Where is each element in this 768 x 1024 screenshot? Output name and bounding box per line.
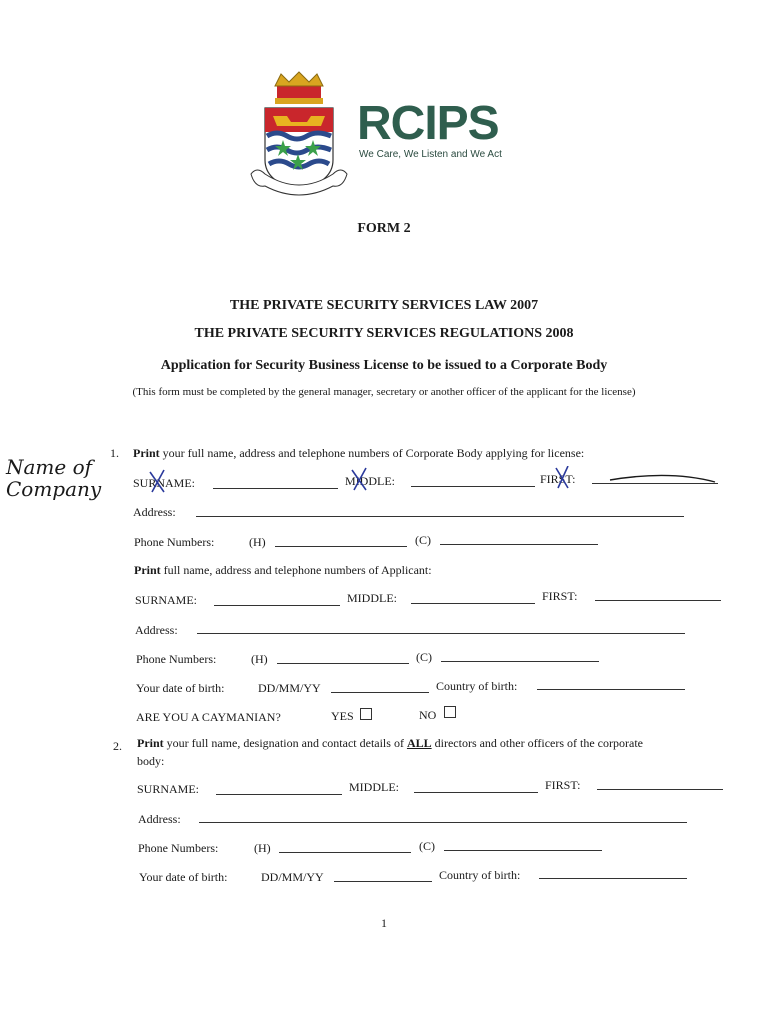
handwritten-note: Name of Company — [6, 455, 102, 501]
applicant-surname-label: SURNAME: — [135, 593, 198, 607]
officer-middle-field[interactable] — [414, 792, 538, 793]
applicant-first-label: FIRST: — [542, 589, 578, 603]
section2-instruction-all: ALL — [406, 736, 432, 750]
applicant-country-field[interactable] — [537, 689, 685, 690]
applicant-address-label: Address: — [135, 623, 178, 637]
section2-instruction-line2: body: — [137, 754, 165, 768]
applicant-instruction-rest: full name, address and telephone numbers of Applicant: — [160, 563, 432, 577]
officer-home-phone-field[interactable] — [279, 852, 411, 853]
applicant-address-field[interactable] — [197, 633, 685, 634]
applicant-middle-label: MIDDLE: — [347, 591, 397, 605]
officer-phone-label: Phone Numbers: — [138, 841, 219, 855]
corp-first-label: FIRST: — [540, 472, 576, 486]
brand-name: RCIPS — [357, 97, 499, 150]
officer-dob-field[interactable] — [334, 881, 432, 882]
applicant-cell-label: (C) — [416, 650, 432, 664]
corp-home-label: (H) — [249, 535, 266, 549]
section2-instruction — [137, 736, 643, 751]
crossout-marks — [140, 466, 740, 496]
section2-instruction-mid: your full name, designation and contact details of — [163, 736, 407, 750]
law-title-1: THE PRIVATE SECURITY SERVICES LAW 2007 — [229, 298, 539, 313]
applicant-dob-format: DD/MM/YY — [258, 681, 321, 695]
corp-home-phone-field[interactable] — [275, 546, 407, 547]
brand-tagline: We Care, We Listen and We Act — [359, 149, 502, 160]
law-title-2: THE PRIVATE SECURITY SERVICES REGULATIONS 2008 — [194, 326, 574, 341]
rcips-crest-logo — [247, 70, 351, 202]
applicant-first-field[interactable] — [595, 600, 721, 601]
corp-cell-label: (C) — [415, 533, 431, 547]
form-title: FORM 2 — [357, 221, 411, 236]
section1-number: 1. — [110, 446, 119, 460]
section2-instruction-end: directors and other officers of the corporate — [431, 736, 643, 750]
officer-address-field[interactable] — [199, 822, 687, 823]
application-title: Application for Security Business License to be issued to a Corporate Body — [160, 358, 608, 373]
caymanian-question: ARE YOU A CAYMANIAN? — [136, 710, 281, 724]
section1-instruction-bold: Print — [133, 446, 160, 460]
applicant-surname-field[interactable] — [214, 605, 340, 606]
section2-instruction-bold: Print — [137, 736, 164, 750]
completion-note: (This form must be completed by the general manager, secretary or another officer of the applicant for the license) — [132, 386, 636, 398]
caymanian-yes-checkbox[interactable] — [360, 708, 372, 720]
corp-surname-label: SURNAME: — [133, 476, 196, 490]
section1-instruction-rest: your full name, address and telephone numbers of Corporate Body applying for license: — [159, 446, 585, 460]
applicant-phone-label: Phone Numbers: — [136, 652, 217, 666]
officer-surname-label: SURNAME: — [137, 782, 200, 796]
applicant-middle-field[interactable] — [411, 603, 535, 604]
corp-address-label: Address: — [133, 505, 176, 519]
applicant-instruction — [134, 563, 432, 578]
officer-home-label: (H) — [254, 841, 271, 855]
applicant-cell-phone-field[interactable] — [441, 661, 599, 662]
caymanian-no-label: NO — [419, 708, 437, 722]
officer-dob-label: Your date of birth: — [139, 870, 228, 884]
officer-first-label: FIRST: — [545, 778, 581, 792]
applicant-country-label: Country of birth: — [436, 679, 518, 693]
corp-cell-phone-field[interactable] — [440, 544, 598, 545]
applicant-dob-label: Your date of birth: — [136, 681, 225, 695]
officer-cell-phone-field[interactable] — [444, 850, 602, 851]
applicant-instruction-bold: Print — [134, 563, 161, 577]
corp-address-field[interactable] — [196, 516, 684, 517]
section2-number: 2. — [113, 739, 122, 753]
officer-country-label: Country of birth: — [439, 868, 521, 882]
section1-instruction — [133, 446, 584, 461]
officer-country-field[interactable] — [539, 878, 687, 879]
page-number: 1 — [381, 916, 387, 930]
caymanian-yes-label: YES — [331, 709, 354, 723]
officer-middle-label: MIDDLE: — [349, 780, 399, 794]
caymanian-no-checkbox[interactable] — [444, 706, 456, 718]
officer-dob-format: DD/MM/YY — [261, 870, 324, 884]
corp-middle-label: MIDDLE: — [345, 474, 395, 488]
applicant-dob-field[interactable] — [331, 692, 429, 693]
officer-first-field[interactable] — [597, 789, 723, 790]
applicant-home-phone-field[interactable] — [277, 663, 409, 664]
officer-surname-field[interactable] — [216, 794, 342, 795]
applicant-home-label: (H) — [251, 652, 268, 666]
officer-cell-label: (C) — [419, 839, 435, 853]
corp-phone-label: Phone Numbers: — [134, 535, 215, 549]
officer-address-label: Address: — [138, 812, 181, 826]
brand-block — [357, 97, 502, 160]
